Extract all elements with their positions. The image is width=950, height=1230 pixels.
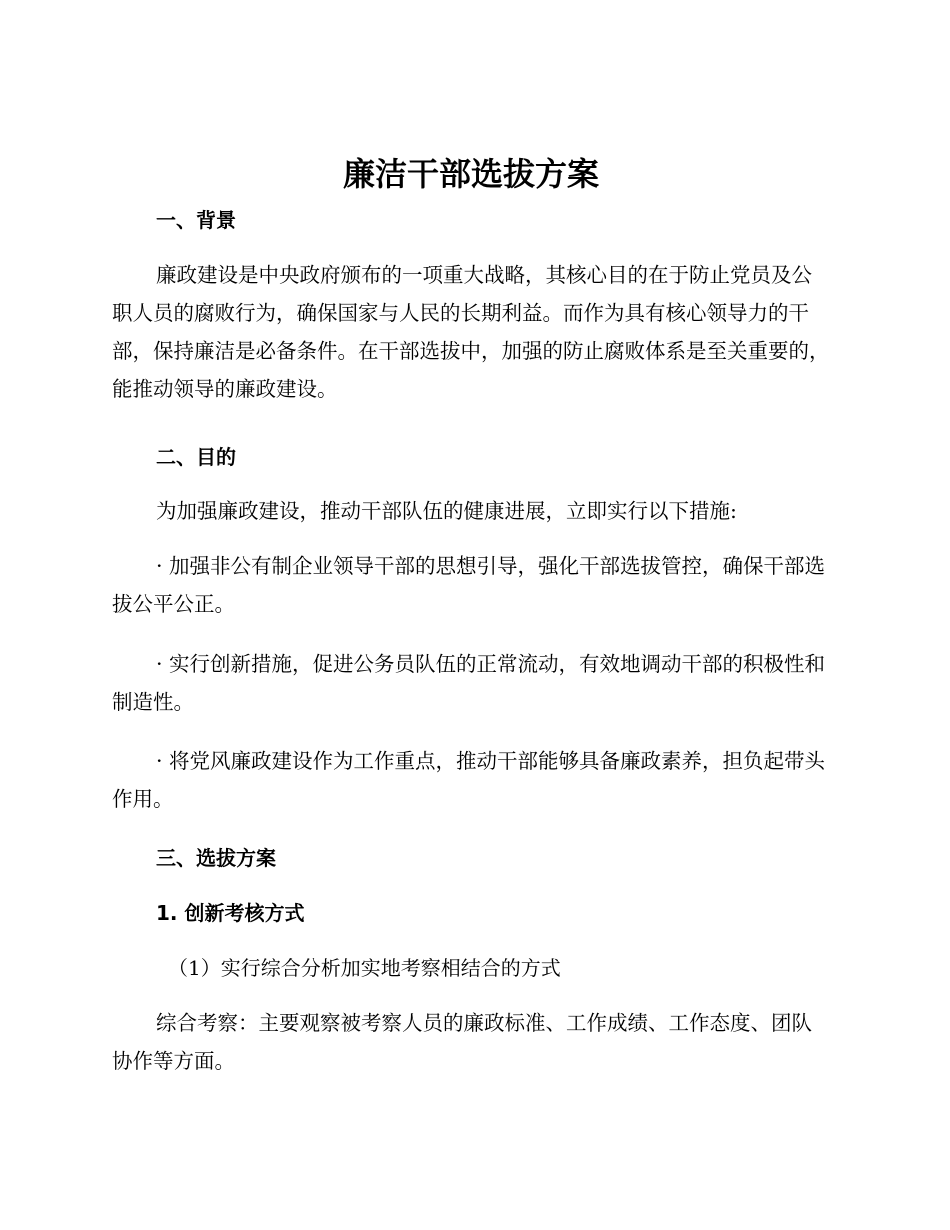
paragraph-purpose-intro: 为加强廉政建设，推动干部队伍的健康进展，立即实行以下措施:	[156, 499, 737, 523]
section-heading-background: 一、背景	[156, 208, 236, 232]
subheading-assessment: 1. 创新考核方式	[156, 901, 305, 925]
document-title: 廉洁干部选拔方案	[342, 155, 599, 193]
section-heading-plan: 三、选拔方案	[156, 846, 276, 870]
bullet-item-1: · 加强非公有制企业领导干部的思想引导，强化干部选拔管控，确保干部选拔公平公正。	[112, 554, 826, 616]
bullet-item-2: · 实行创新措施，促进公务员队伍的正常流动，有效地调动干部的积极性和制造性。	[112, 652, 826, 714]
bullet-item-3: · 将党风廉政建设作为工作重点，推动干部能够具备廉政素养，担负起带头作用。	[112, 749, 826, 811]
section-heading-purpose: 二、目的	[156, 445, 236, 469]
paragraph-comprehensive-review: 综合考察：主要观察被考察人员的廉政标准、工作成绩、工作态度、团队协作等方面。	[112, 1011, 812, 1073]
paragraph-background: 廉政建设是中央政府颁布的一项重大战略，其核心目的在于防止党员及公职人员的腐败行为，确保国家与人民的长期利益。而作为具有核心领导力的干部，保持廉洁是必备条件。在干部选拔中，加强的防止腐败体系是至关重要的，能推动领导的廉政建设。	[112, 263, 830, 401]
subitem-method: （1）实行综合分析加实地考察相结合的方式	[168, 956, 561, 980]
